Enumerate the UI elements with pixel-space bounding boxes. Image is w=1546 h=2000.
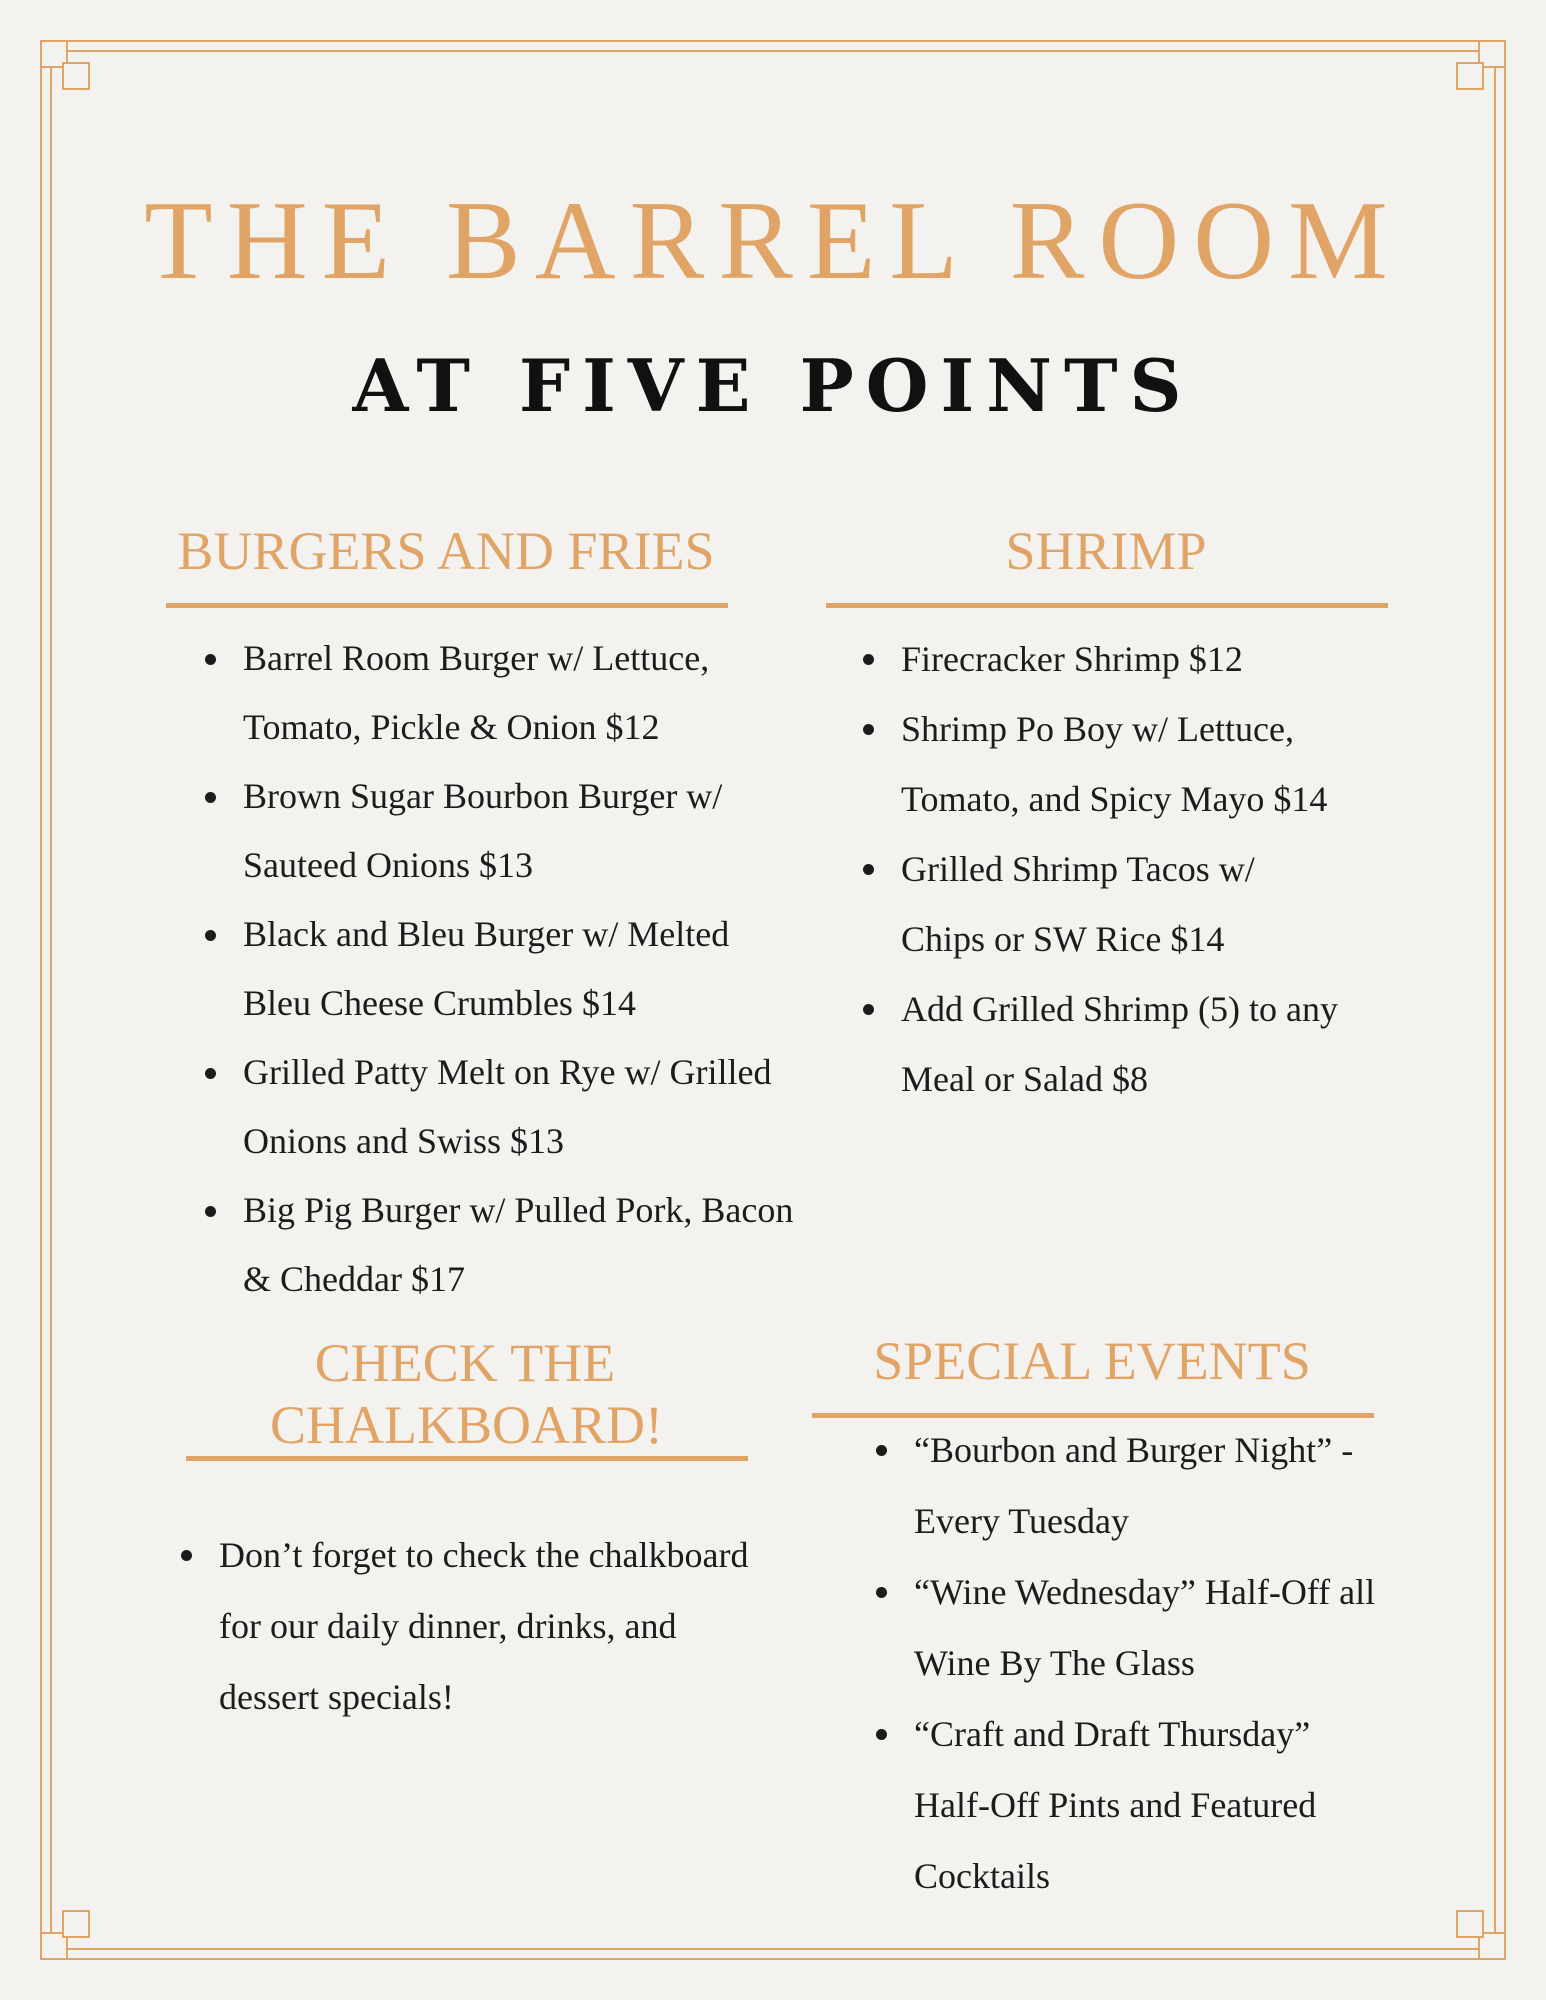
list-item: Add Grilled Shrimp (5) to any Meal or Salad $8 [863, 974, 1343, 1114]
chalkboard-list [181, 1520, 751, 1733]
list-item: “Wine Wednesday” Half-Off all Wine By The Glass [876, 1557, 1376, 1699]
section-heading-shrimp: SHRIMP [1005, 521, 1207, 581]
divider-shrimp [826, 603, 1388, 608]
list-item: Firecracker Shrimp $12 [863, 624, 1343, 694]
list-item: Grilled Patty Melt on Rye w/ Grilled Onions and Swiss $13 [205, 1038, 795, 1176]
section-heading-events: SPECIAL EVENTS [873, 1331, 1311, 1391]
corner-ornament-bottom-right [1442, 1896, 1506, 1960]
page-subtitle: AT FIVE POINTS [352, 343, 1194, 428]
list-item: Barrel Room Burger w/ Lettuce, Tomato, Pickle & Onion $12 [205, 624, 795, 762]
corner-ornament-top-right [1442, 40, 1506, 104]
list-item: “Craft and Draft Thursday” Half-Off Pints and Featured Cocktails [876, 1699, 1376, 1912]
list-item: Brown Sugar Bourbon Burger w/ Sauteed Onions $13 [205, 762, 795, 900]
section-heading-burgers: BURGERS AND FRIES [177, 521, 715, 581]
list-item: Don’t forget to check the chalkboard for our daily dinner, drinks, and dessert specials! [181, 1520, 751, 1733]
list-item: “Bourbon and Burger Night” - Every Tuesday [876, 1415, 1376, 1557]
corner-ornament-bottom-left [40, 1896, 104, 1960]
section-heading-chalkboard: CHECK THE CHALKBOARD! [270, 1333, 664, 1456]
divider-chalkboard [186, 1456, 748, 1461]
burgers-list [205, 624, 795, 1314]
divider-burgers [166, 603, 728, 608]
list-item: Big Pig Burger w/ Pulled Pork, Bacon & Cheddar $17 [205, 1176, 795, 1314]
events-list [876, 1415, 1376, 1912]
list-item: Grilled Shrimp Tacos w/ Chips or SW Rice $14 [863, 834, 1343, 974]
shrimp-list [863, 624, 1343, 1114]
list-item: Shrimp Po Boy w/ Lettuce, Tomato, and Spicy Mayo $14 [863, 694, 1343, 834]
corner-ornament-top-left [40, 40, 104, 104]
list-item: Black and Bleu Burger w/ Melted Bleu Cheese Crumbles $14 [205, 900, 795, 1038]
page-title: THE BARREL ROOM [144, 179, 1402, 303]
